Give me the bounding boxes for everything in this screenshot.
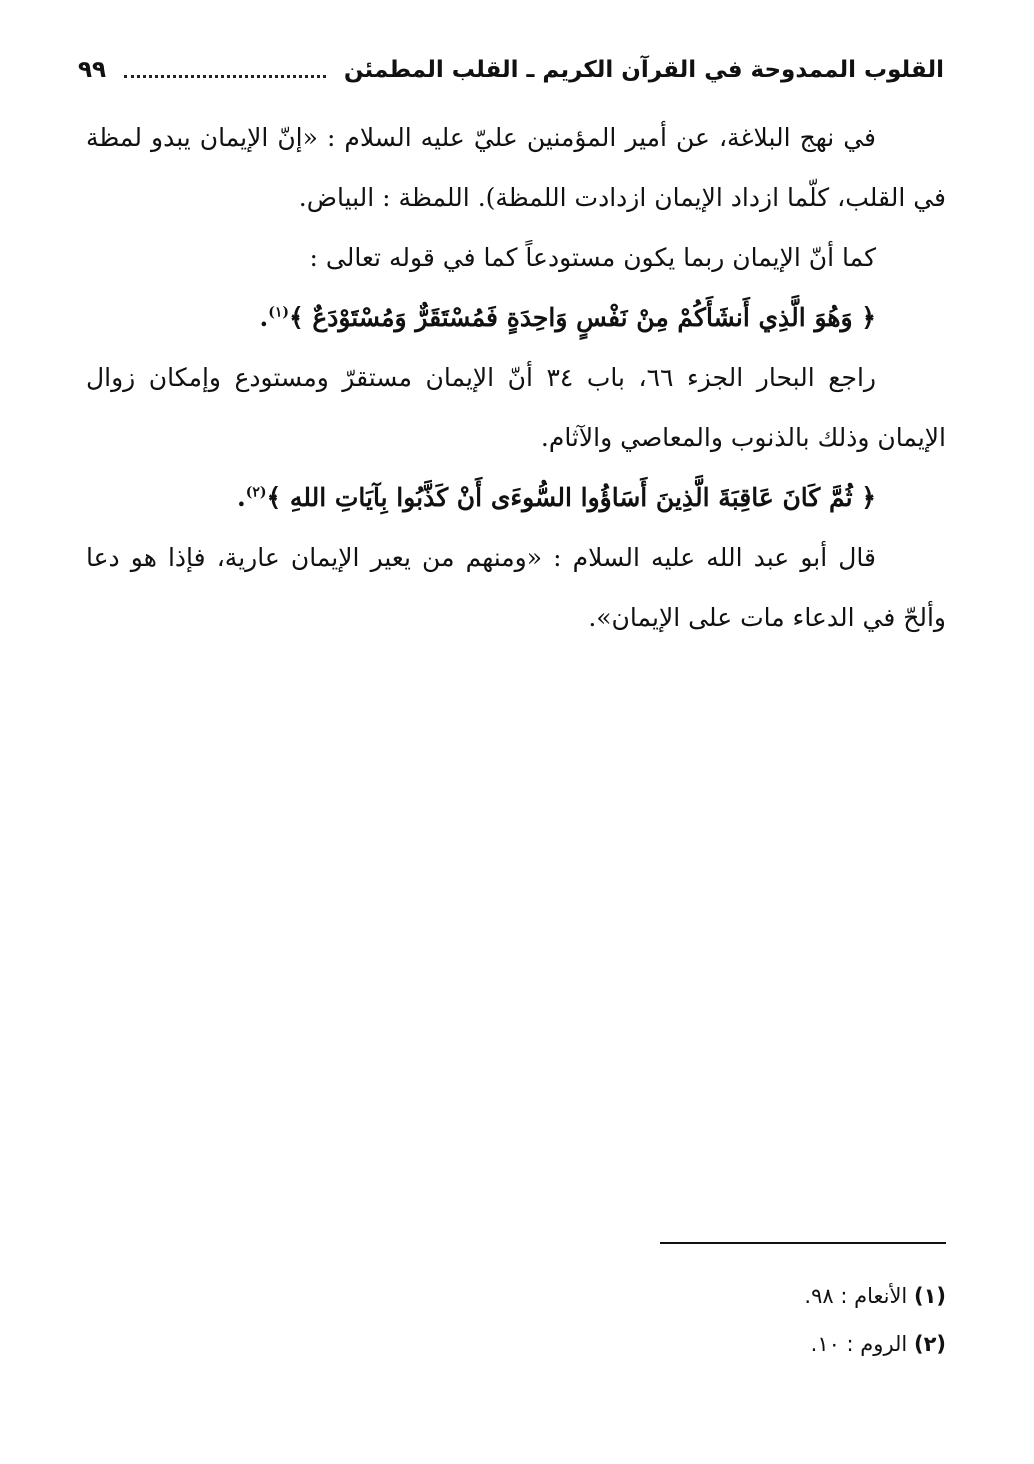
page-number: ٩٩ bbox=[78, 57, 107, 83]
body-text bbox=[86, 108, 946, 648]
footnote-number: (٢) bbox=[913, 1332, 946, 1356]
verse-close-bracket: ﴾ bbox=[266, 483, 282, 512]
footnote-separator bbox=[660, 1242, 946, 1244]
footnote-number: (١) bbox=[913, 1284, 946, 1308]
paragraph-intro-verse: كما أنّ الإيمان ربما يكون مستودعاً كما في قوله تعالى : bbox=[309, 243, 876, 272]
footnote-text: الأنعام : ٩٨. bbox=[804, 1284, 908, 1308]
verse-end-mark: . bbox=[259, 303, 269, 332]
footnote-ref-2: (٢) bbox=[245, 484, 267, 501]
verse-text: وَهُوَ الَّذِي أَنشَأَكُمْ مِنْ نَفْسٍ وَاحِدَةٍ فَمُسْتَقَرٌّ وَمُسْتَوْدَعٌ bbox=[312, 303, 853, 332]
running-title: القلوب الممدوحة في القرآن الكريم ـ القلب المطمئن bbox=[343, 57, 944, 83]
leader-dots bbox=[124, 63, 326, 78]
paragraph-abu-abdillah-hadith: قال أبو عبد الله عليه السلام : «ومنهم من يعير الإيمان عارية، فإذا هو دعا وألحّ في الدعاء مات على الإيمان». bbox=[86, 543, 946, 632]
footnote-text: الروم : ١٠. bbox=[810, 1332, 908, 1356]
verse-end-mark: . bbox=[237, 483, 246, 512]
quran-verse-2 bbox=[86, 468, 946, 528]
footnote-2 bbox=[446, 1320, 946, 1368]
paragraph-bihar-reference: راجع البحار الجزء ٦٦، باب ٣٤ أنّ الإيمان مستقرّ ومستودع وإمكان زوال الإيمان وذلك بالذنوب والمعاصي والآثام. bbox=[86, 363, 946, 452]
paragraph-hadith-nahj: في نهج البلاغة، عن أمير المؤمنين عليّ عليه السلام : «إنّ الإيمان يبدو لمظة في القلب، كلّما ازداد الإيمان ازدادت اللمظة). اللمظة : البياض. bbox=[86, 123, 946, 212]
quran-verse-1 bbox=[86, 288, 946, 348]
footnotes bbox=[446, 1272, 946, 1368]
verse-open-bracket: ﴿ bbox=[861, 483, 876, 512]
verse-open-bracket: ﴿ bbox=[861, 303, 876, 332]
footnote-1 bbox=[446, 1272, 946, 1320]
verse-text: ثُمَّ كَانَ عَاقِبَةَ الَّذِينَ أَسَاؤُوا السُّوءَى أَنْ كَذَّبُوا بِآيَاتِ اللهِ bbox=[289, 483, 853, 512]
running-header bbox=[78, 48, 944, 92]
footnote-ref-1: (١) bbox=[268, 304, 289, 321]
verse-close-bracket: ﴾ bbox=[288, 303, 304, 332]
